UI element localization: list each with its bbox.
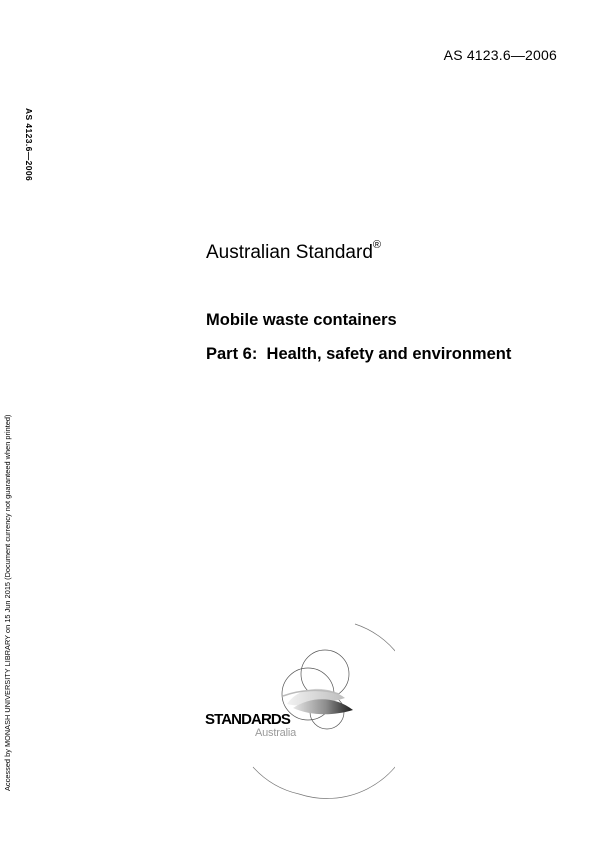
side-document-number: AS 4123.6—2006: [24, 108, 34, 182]
document-part-line: [206, 345, 511, 364]
logo-subtitle: Australia: [255, 727, 296, 739]
registered-mark: ®: [372, 239, 381, 251]
standards-australia-logo: [195, 612, 395, 802]
document-number-top: AS 4123.6—2006: [443, 47, 557, 63]
part-title: Health, safety and environment: [266, 345, 512, 363]
logo-wordmark: STANDARDS: [205, 711, 290, 728]
logo-outer-arc-left: [253, 767, 299, 794]
part-number: Part 6:: [206, 345, 258, 363]
side-access-notice: Accessed by MONASH UNIVERSITY LIBRARY on 15 Jun 2015 (Document currency not guaranteed when printed): [3, 414, 12, 791]
standard-type-label: Australian Standard: [206, 242, 373, 263]
standard-type-heading: [206, 239, 381, 264]
logo-graphic: [195, 612, 395, 802]
document-title: Mobile waste containers: [206, 311, 397, 329]
